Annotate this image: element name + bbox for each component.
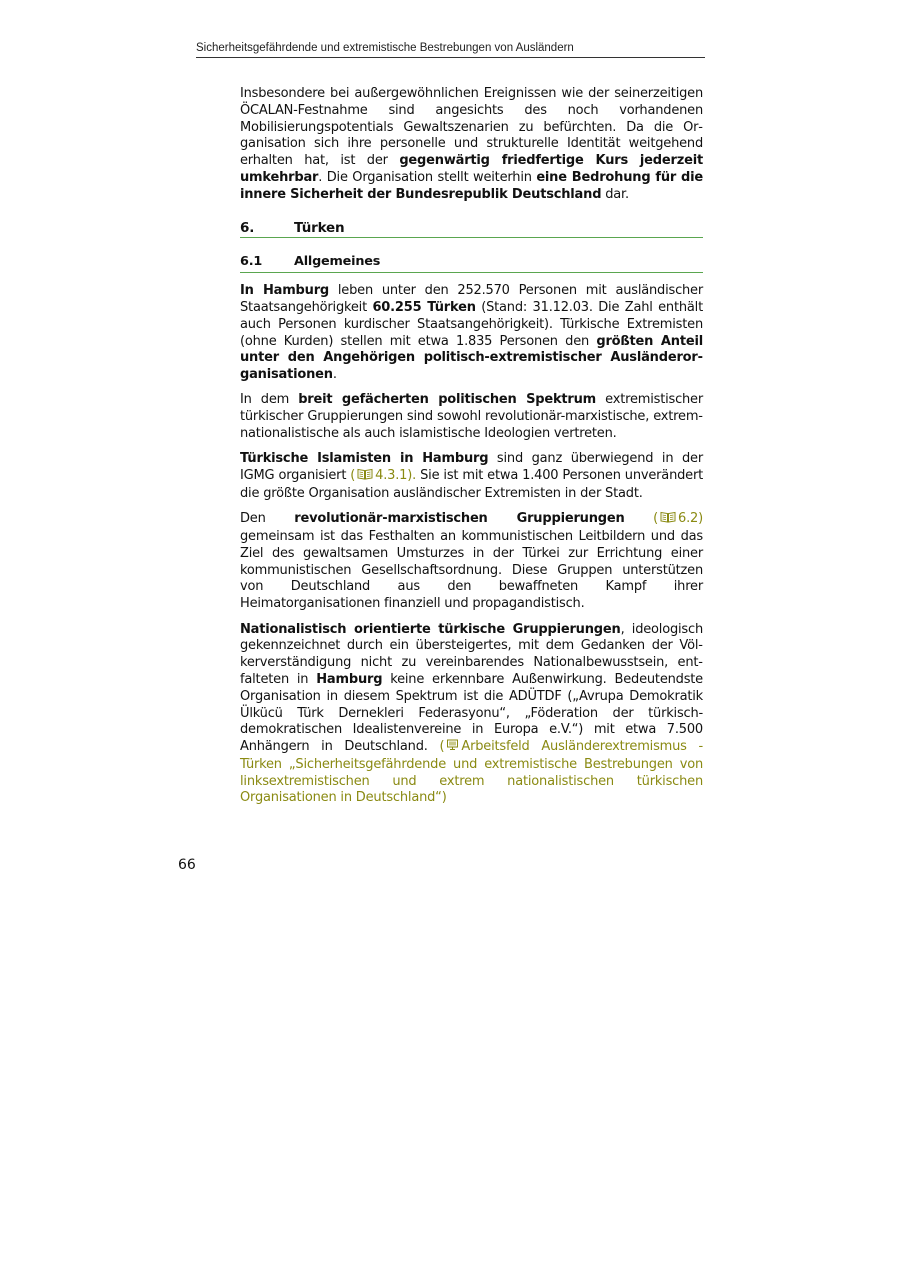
text: , ideologisch gekennzeichnet durch ein übersteigertes, mit dem Gedanken der Völkerverständigung nicht zu vereinbarendes Nationalbewusstsein, entfalteten in <box>240 621 703 687</box>
emphasis: Nationalistisch orientierte türkische Gruppierungen <box>240 621 621 637</box>
emphasis: revolutionär-marxistischen Gruppierungen <box>294 511 625 527</box>
book-icon <box>660 511 676 529</box>
emphasis: Türkische Islamisten in Hamburg <box>240 451 489 467</box>
text: leben unter den 252.570 Personen mit ausländischer Staatsangehörigkeit <box>240 283 704 315</box>
emphasis: gegenwärtig friedfertige Kurs jederzeit umkehrbar <box>240 153 703 185</box>
paragraph-marxist-groups <box>240 511 703 613</box>
subsection-number: 6.1 <box>240 254 263 270</box>
paragraph-nationalist-groups <box>240 622 703 808</box>
text: dar. <box>601 186 629 202</box>
text: . <box>332 367 337 383</box>
cross-reference-link[interactable]: ( Arbeitsfeld Ausländerextremismus - Türken „Sicherheitsgefährdende und extremistische Bestrebungen von linksextremistischen und extrem nationalistischen türkischen Organisationen in Deutschland“) <box>240 739 704 806</box>
text: Insbesondere bei außergewöhnlichen Ereignissen wie der seinerzeitigen ÖCALAN-Festnahme sind angesichts des noch vorhandenen Mobilisierungspotentials Gewaltszenarien zu befürchten. Da die Organisation sich ihre personelle und strukturelle Identität weitgehend erhalten hat, ist der <box>240 86 703 169</box>
screen-icon <box>446 739 459 757</box>
running-header: Sicherheitsgefährdende und extremistische Bestrebungen von Ausländern <box>196 42 705 58</box>
subsection-title: Allgemeines <box>294 254 381 270</box>
subsection-heading <box>240 254 703 273</box>
section-heading <box>240 220 703 239</box>
text: Sie ist mit etwa 1.400 Personen unverändert die größte Organisation ausländischer Extremisten in der Stadt. <box>240 468 703 501</box>
page-number: 66 <box>178 857 196 873</box>
cross-reference-target: 4.3.1 <box>375 468 408 484</box>
cross-reference-link[interactable]: ( 4.3.1). <box>350 468 416 483</box>
emphasis: breit gefächerten politischen Spektrum <box>298 392 597 408</box>
text: (Stand: 31.12.03. Die Zahl enthält auch Personen kurdischer Staatsangehörigkeit). Türkische Extremisten (ohne Kurden) stellen mit etwa 1.835 Personen den <box>240 299 703 349</box>
intro-paragraph <box>240 86 703 204</box>
text: keine erkennbare Außenwirkung. Bedeutendste Organisation in diesem Spektrum ist die ADÜTDF („Avrupa Demokratik Ülkücü Türk Dernekleri Federasyonu“, „Föderation der türkisch-demokratischen Idealistenvereine in Europa e.V.“) mit etwa 7.500 Anhängern in Deutschland. <box>240 671 703 755</box>
text: gemeinsam ist das Festhalten an kommunistischen Leitbildern und das Ziel des gewaltsamen Umsturzes in der Türkei zur Errichtung einer kommunistischen Gesellschaftsordnung. Diese Gruppen unterstützen von Deutschland aus den bewaffneten Kampf ihrer Heimatorganisationen finanziell und propagandistisch. <box>240 529 703 612</box>
emphasis: In Hamburg <box>240 283 330 299</box>
section-number: 6. <box>240 219 255 236</box>
text: Den <box>240 511 295 527</box>
emphasis: eine Bedrohung für die innere Sicherheit der Bundesrepublik Deutschland <box>240 169 703 202</box>
text: . Die Organisation stellt weiterhin <box>318 169 537 185</box>
text: extremistischer türkischer Gruppierungen sind sowohl revolutionär-marxistische, extremnationalistische als auch islamistische Ideologien vertreten. <box>240 392 704 442</box>
cross-reference-link[interactable]: ( 6.2) <box>653 511 703 526</box>
body-column <box>240 86 703 816</box>
section-title: Türken <box>294 219 345 236</box>
paragraph-political-spectrum <box>240 392 703 442</box>
paragraph-hamburg-population <box>240 283 703 384</box>
cross-reference-target: 6.2 <box>678 511 699 527</box>
book-icon <box>357 468 373 486</box>
text: sind ganz überwiegend in der IGMG organisiert <box>240 451 703 484</box>
cross-reference-target: Arbeitsfeld Ausländerextremismus - Türken „Sicherheitsgefährdende und extremistische Bestrebungen von linksextremistischen und extrem nationalistischen türkischen Organisationen in Deutschland“ <box>240 739 704 806</box>
emphasis: Hamburg <box>316 671 383 687</box>
paragraph-islamists <box>240 451 703 502</box>
emphasis: 60.255 Türken <box>372 299 476 315</box>
emphasis: größten Anteil unter den Angehörigen politisch-extremistischer Ausländerorganisationen <box>240 333 703 383</box>
text: In dem <box>240 392 299 408</box>
